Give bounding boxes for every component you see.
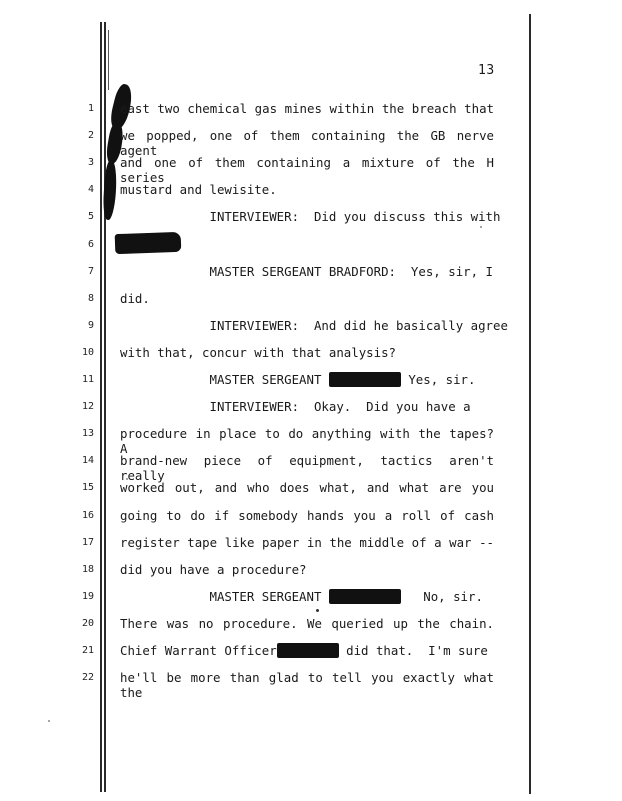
right-margin-rule: [529, 14, 531, 794]
line-text-before-redaction: MASTER SERGEANT: [120, 588, 329, 604]
line-text-after-redaction: Yes, sir.: [400, 372, 476, 387]
line-number: 16: [81, 509, 94, 521]
line-number: 17: [81, 536, 94, 548]
transcript-line: with that, concur with that analysis?: [120, 344, 397, 360]
transcript-line: [120, 589, 494, 604]
line-text-before-redaction: Chief Warrant Officer: [120, 643, 277, 658]
line-number: 18: [81, 563, 94, 575]
line-number: 8: [87, 292, 94, 304]
transcript-line: he'll be more than glad to tell you exactly what the: [120, 670, 494, 701]
line-text-before-redaction: MASTER SERGEANT: [120, 372, 329, 387]
line-number: 22: [81, 672, 94, 684]
line-number: 14: [81, 455, 94, 467]
transcript-line: mustard and lewisite.: [120, 182, 277, 198]
line-number: 12: [81, 401, 94, 413]
transcript-line: register tape like paper in the middle of a war --: [120, 534, 494, 550]
line-number: 9: [87, 319, 94, 331]
redaction-block-line-6: [115, 232, 182, 254]
transcript-line: INTERVIEWER: Okay. Did you have a: [120, 399, 471, 415]
line-text-after-redaction: No, sir.: [400, 588, 483, 604]
transcript-line: did.: [120, 290, 150, 306]
transcript-line: and one of them containing a mixture of the H series: [120, 155, 494, 186]
left-margin-rule-inner: [104, 22, 106, 792]
line-number: 5: [87, 211, 94, 223]
redaction-bar: [329, 589, 401, 604]
line-number: 10: [81, 346, 94, 358]
left-margin-rule: [100, 22, 102, 792]
transcript-line: did you have a procedure?: [120, 561, 307, 577]
line-number: 21: [81, 645, 94, 656]
line-number: 1: [87, 103, 94, 114]
line-number: 4: [87, 184, 94, 196]
transcript-line: INTERVIEWER: And did he basically agree: [120, 317, 508, 333]
line-number: 20: [81, 617, 94, 629]
transcript-line: worked out, and who does what, and what are you: [120, 480, 494, 496]
line-number: 6: [87, 238, 94, 250]
transcript-line: brand-new piece of equipment, tactics aren't really: [120, 453, 494, 484]
line-text-after-redaction: did that. I'm sure: [338, 643, 488, 658]
page-number: 13: [478, 63, 495, 78]
transcript-line: going to do if somebody hands you a roll of cash: [120, 507, 494, 523]
transcript-line: east two chemical gas mines within the breach that: [120, 101, 494, 116]
transcript-line: we popped, one of them containing the GB nerve agent: [120, 128, 494, 159]
transcript-line: [120, 372, 494, 387]
transcript-line: INTERVIEWER: Did you discuss this with: [120, 209, 501, 225]
transcript-line: There was no procedure. We queried up the chain.: [120, 615, 494, 631]
line-number: 3: [87, 157, 94, 169]
line-number: 15: [81, 482, 94, 494]
line-number: 2: [87, 130, 94, 142]
line-number: 11: [81, 374, 94, 385]
redaction-bar: [329, 372, 401, 387]
line-number: 7: [87, 265, 94, 277]
line-number: 13: [81, 428, 94, 440]
transcript-line: [120, 643, 494, 658]
transcript-line: MASTER SERGEANT BRADFORD: Yes, sir, I: [120, 263, 493, 279]
redaction-bar: [277, 643, 339, 658]
left-margin-mark: [108, 30, 109, 90]
line-number: 19: [81, 590, 94, 602]
transcript-line: procedure in place to do anything with the tapes? A: [120, 426, 494, 457]
